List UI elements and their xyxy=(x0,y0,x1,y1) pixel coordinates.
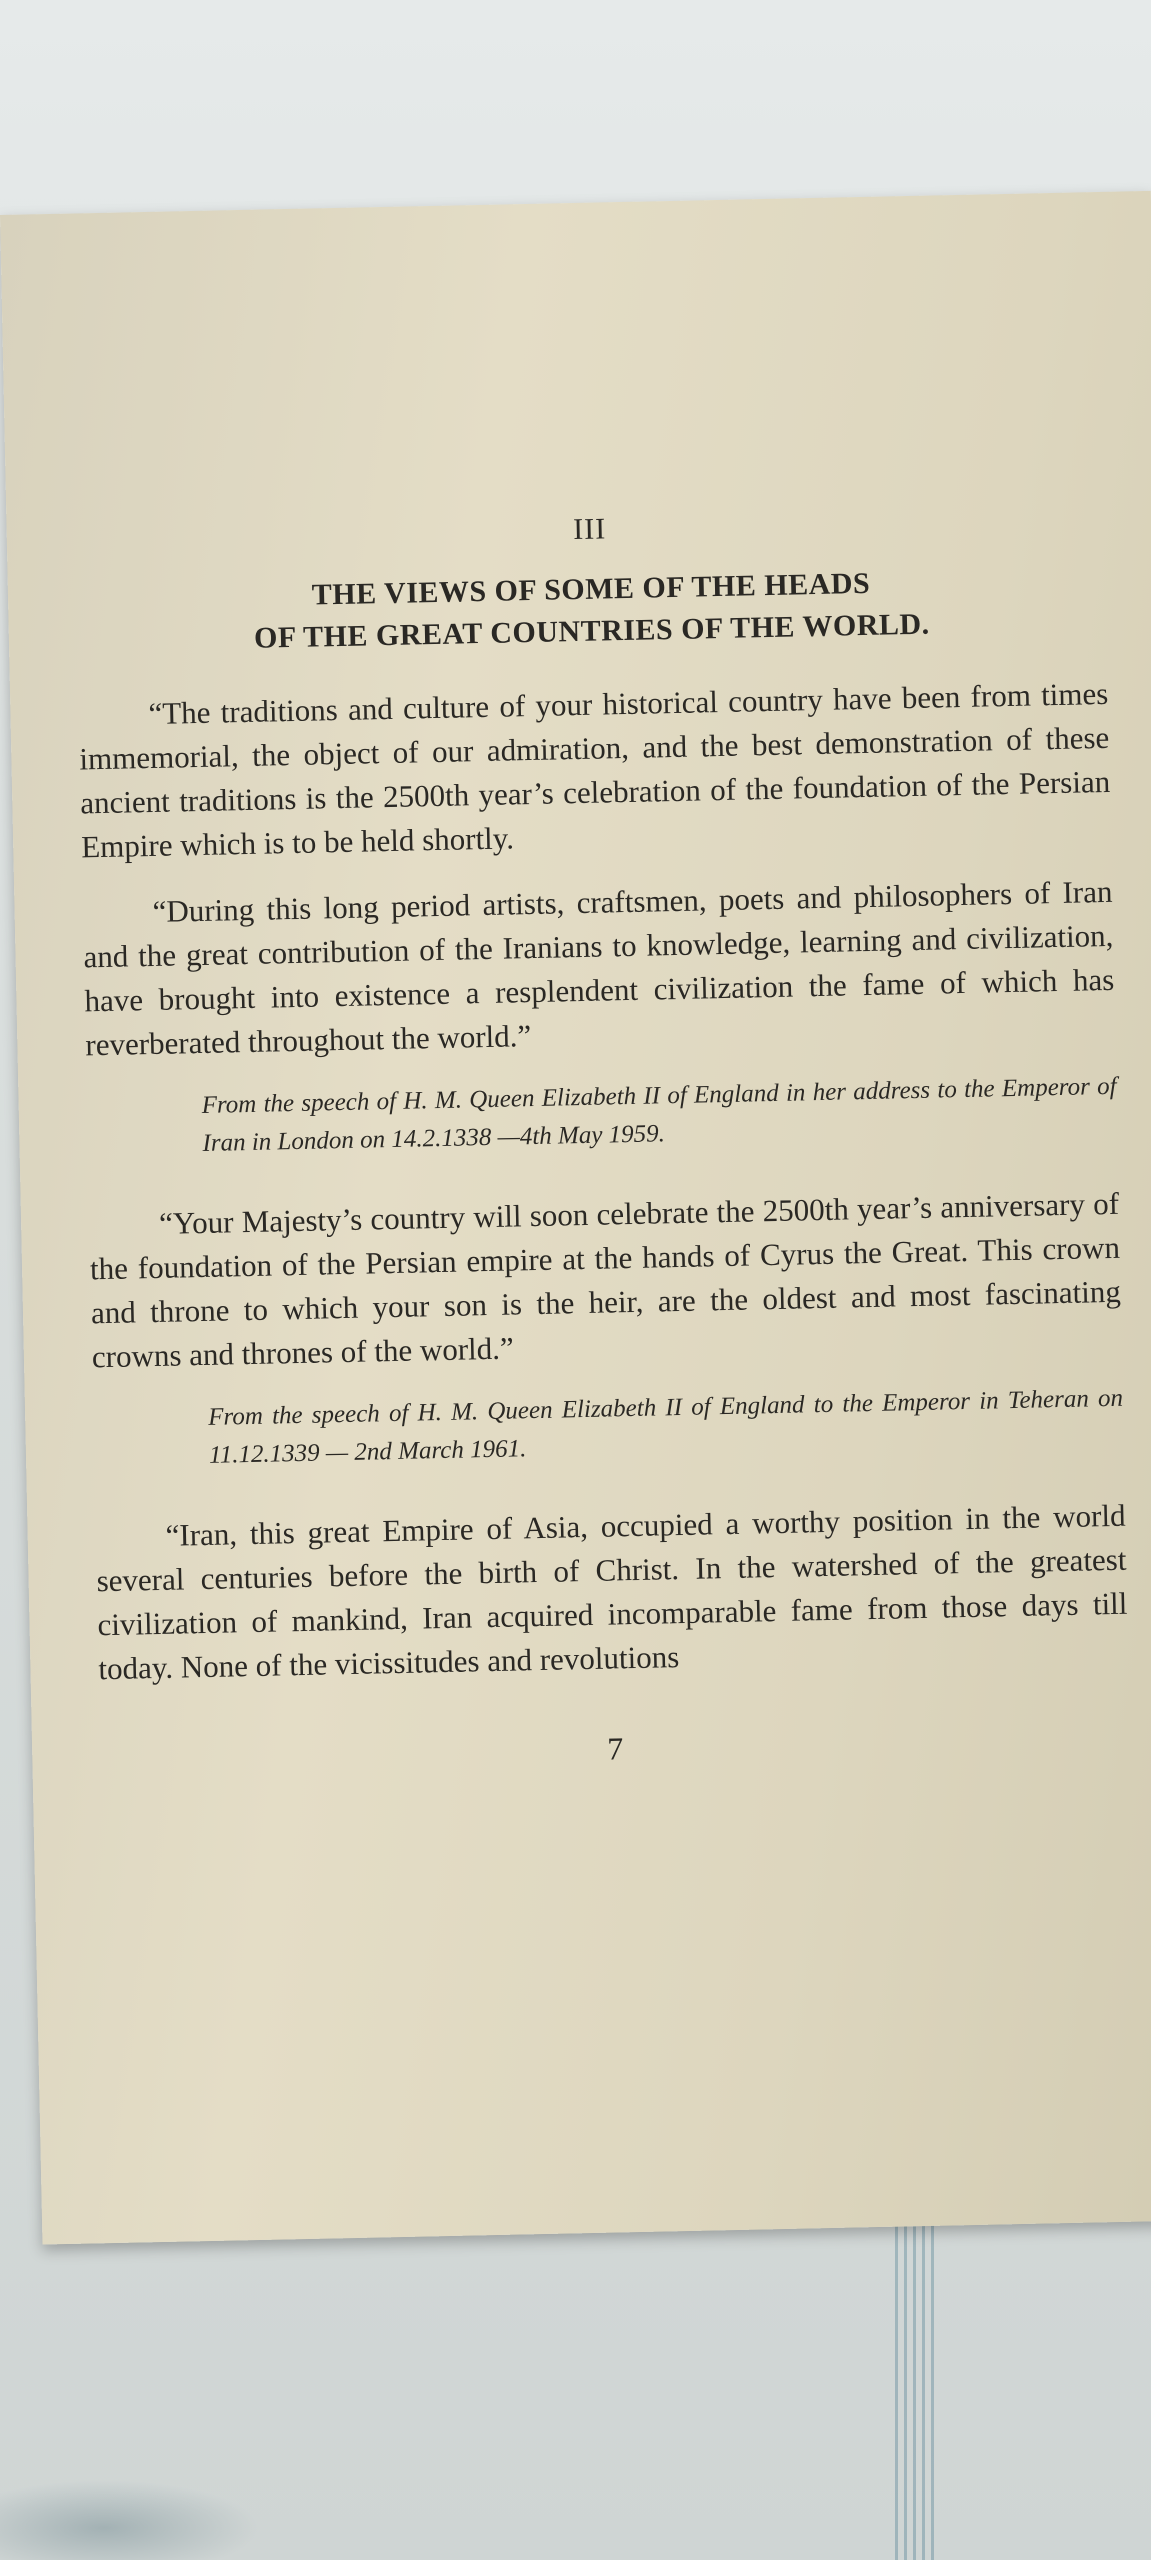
paragraph: “During this long period artists, craftsmen, poets and philosophers of Iran and the great contribution of the Iranians to knowledge, learning and civilization, have brought into existence a resplendent civilization the fame of which has reverberated throughout the world.” xyxy=(83,873,1115,1063)
heading-line-2: OF THE GREAT COUNTRIES OF THE WORLD. xyxy=(253,607,930,655)
paragraph: “Iran, this great Empire of Asia, occupied a worthy position in the world several centuries before the birth of Christ. In the watershed of the greatest civilization of mankind, Iran acquired incomparable fame from those days till today. None of the vicissitudes and revolutions xyxy=(96,1497,1128,1687)
chapter-heading xyxy=(76,558,1108,664)
book-page xyxy=(0,191,1151,2245)
source-citation: From the speech of H. M. Queen Elizabeth II of England to the Emperor in Teheran on 11.12.1339 — 2nd March 1961. xyxy=(207,1384,1124,1469)
heading-line-1: THE VIEWS OF SOME OF THE HEADS xyxy=(311,566,871,612)
page-number: 7 xyxy=(606,1730,624,1767)
paragraph: “The traditions and culture of your historical country have been from times immemorial, the object of our admiration, and the best demonstration of these ancient traditions is the 2500th year’s celebration of the foundation of the Persian Empire which is to be held shortly. xyxy=(79,675,1111,865)
paragraph: “Your Majesty’s country will soon celebrate the 2500th year’s anniversary of the foundation of the Persian empire at the hands of Cyrus the Great. This crown and throne to which your son is the heir, are the oldest and most fascinating crowns and thrones of the world.” xyxy=(89,1185,1122,1375)
page-content xyxy=(74,502,1130,1778)
cloth-fringe xyxy=(895,2215,935,2560)
chapter-number: III xyxy=(572,512,607,547)
source-citation: From the speech of H. M. Queen Elizabeth II of England in her address to the Emperor of Iran in London on 14.2.1338 —4th May 1959. xyxy=(201,1072,1117,1157)
table-stain xyxy=(0,2480,260,2560)
